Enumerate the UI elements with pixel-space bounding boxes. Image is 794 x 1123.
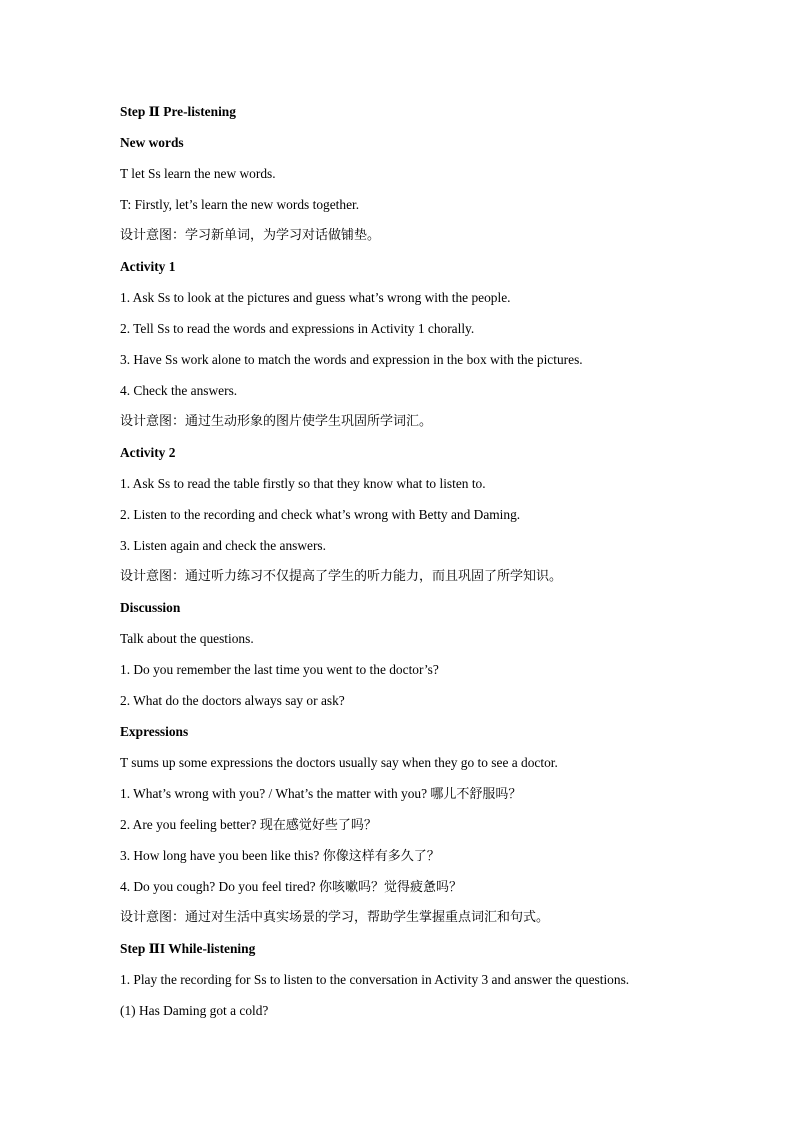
while-listening-item: 1. Play the recording for Ss to listen to the conversation in Activity 3 and answer the questions. bbox=[120, 972, 630, 987]
expression-item bbox=[120, 845, 740, 876]
expression-en: 1. What’s wrong with you? / What’s the matter with you? bbox=[120, 786, 431, 801]
activity1-heading: Activity 1 bbox=[120, 259, 176, 274]
expression-en: 3. How long have you been like this? bbox=[120, 848, 323, 863]
expression-en: 4. Do you cough? Do you feel tired? bbox=[120, 879, 319, 894]
activity2-item: 2. Listen to the recording and check what’s wrong with Betty and Daming. bbox=[120, 507, 521, 522]
new-words-line: T: Firstly, let’s learn the new words together. bbox=[120, 197, 360, 212]
design-intent: 设计意图：通过听力练习不仅提高了学生的听力能力，而且巩固了所学知识。 bbox=[120, 569, 563, 584]
expression-cn: 你咳嗽吗？觉得疲惫吗？ bbox=[318, 880, 462, 895]
while-listening-subitem: (1) Has Daming got a cold? bbox=[120, 1003, 269, 1018]
expression-cn: 现在感觉好些了吗？ bbox=[259, 818, 377, 833]
expression-item bbox=[120, 783, 740, 814]
discussion-intro: Talk about the questions. bbox=[120, 631, 254, 646]
expression-cn: 你像这样有多久了？ bbox=[322, 849, 440, 864]
expressions-intro: T sums up some expressions the doctors usually say when they go to see a doctor. bbox=[120, 755, 558, 770]
activity1-item: 2. Tell Ss to read the words and expressions in Activity 1 chorally. bbox=[120, 321, 475, 336]
activity2-heading: Activity 2 bbox=[120, 445, 176, 460]
activity1-item: 3. Have Ss work alone to match the words and expression in the box with the pictures. bbox=[120, 352, 583, 367]
discussion-heading: Discussion bbox=[120, 600, 181, 615]
design-intent: 设计意图：通过对生活中真实场景的学习，帮助学生掌握重点词汇和句式。 bbox=[120, 910, 550, 925]
activity1-item: 4. Check the answers. bbox=[120, 383, 238, 398]
expression-item bbox=[120, 814, 740, 845]
expression-item bbox=[120, 876, 740, 907]
discussion-item: 2. What do the doctors always say or ask? bbox=[120, 693, 345, 708]
expression-en: 2. Are you feeling better? bbox=[120, 817, 260, 832]
design-intent: 设计意图：学习新单词，为学习对话做铺垫。 bbox=[120, 228, 381, 243]
expression-cn: 哪儿不舒服吗？ bbox=[430, 787, 522, 802]
new-words-heading: New words bbox=[120, 135, 184, 150]
step3-heading: Step ⅡI While-listening bbox=[120, 941, 256, 956]
new-words-line: T let Ss learn the new words. bbox=[120, 166, 276, 181]
step2-heading: Step Ⅱ Pre-listening bbox=[120, 104, 236, 119]
activity1-item: 1. Ask Ss to look at the pictures and guess what’s wrong with the people. bbox=[120, 290, 511, 305]
expressions-heading: Expressions bbox=[120, 724, 189, 739]
design-intent: 设计意图：通过生动形象的图片使学生巩固所学词汇。 bbox=[120, 414, 433, 429]
activity2-item: 1. Ask Ss to read the table firstly so that they know what to listen to. bbox=[120, 476, 486, 491]
discussion-item: 1. Do you remember the last time you went to the doctor’s? bbox=[120, 662, 439, 677]
activity2-item: 3. Listen again and check the answers. bbox=[120, 538, 326, 553]
document-body bbox=[120, 101, 740, 1031]
